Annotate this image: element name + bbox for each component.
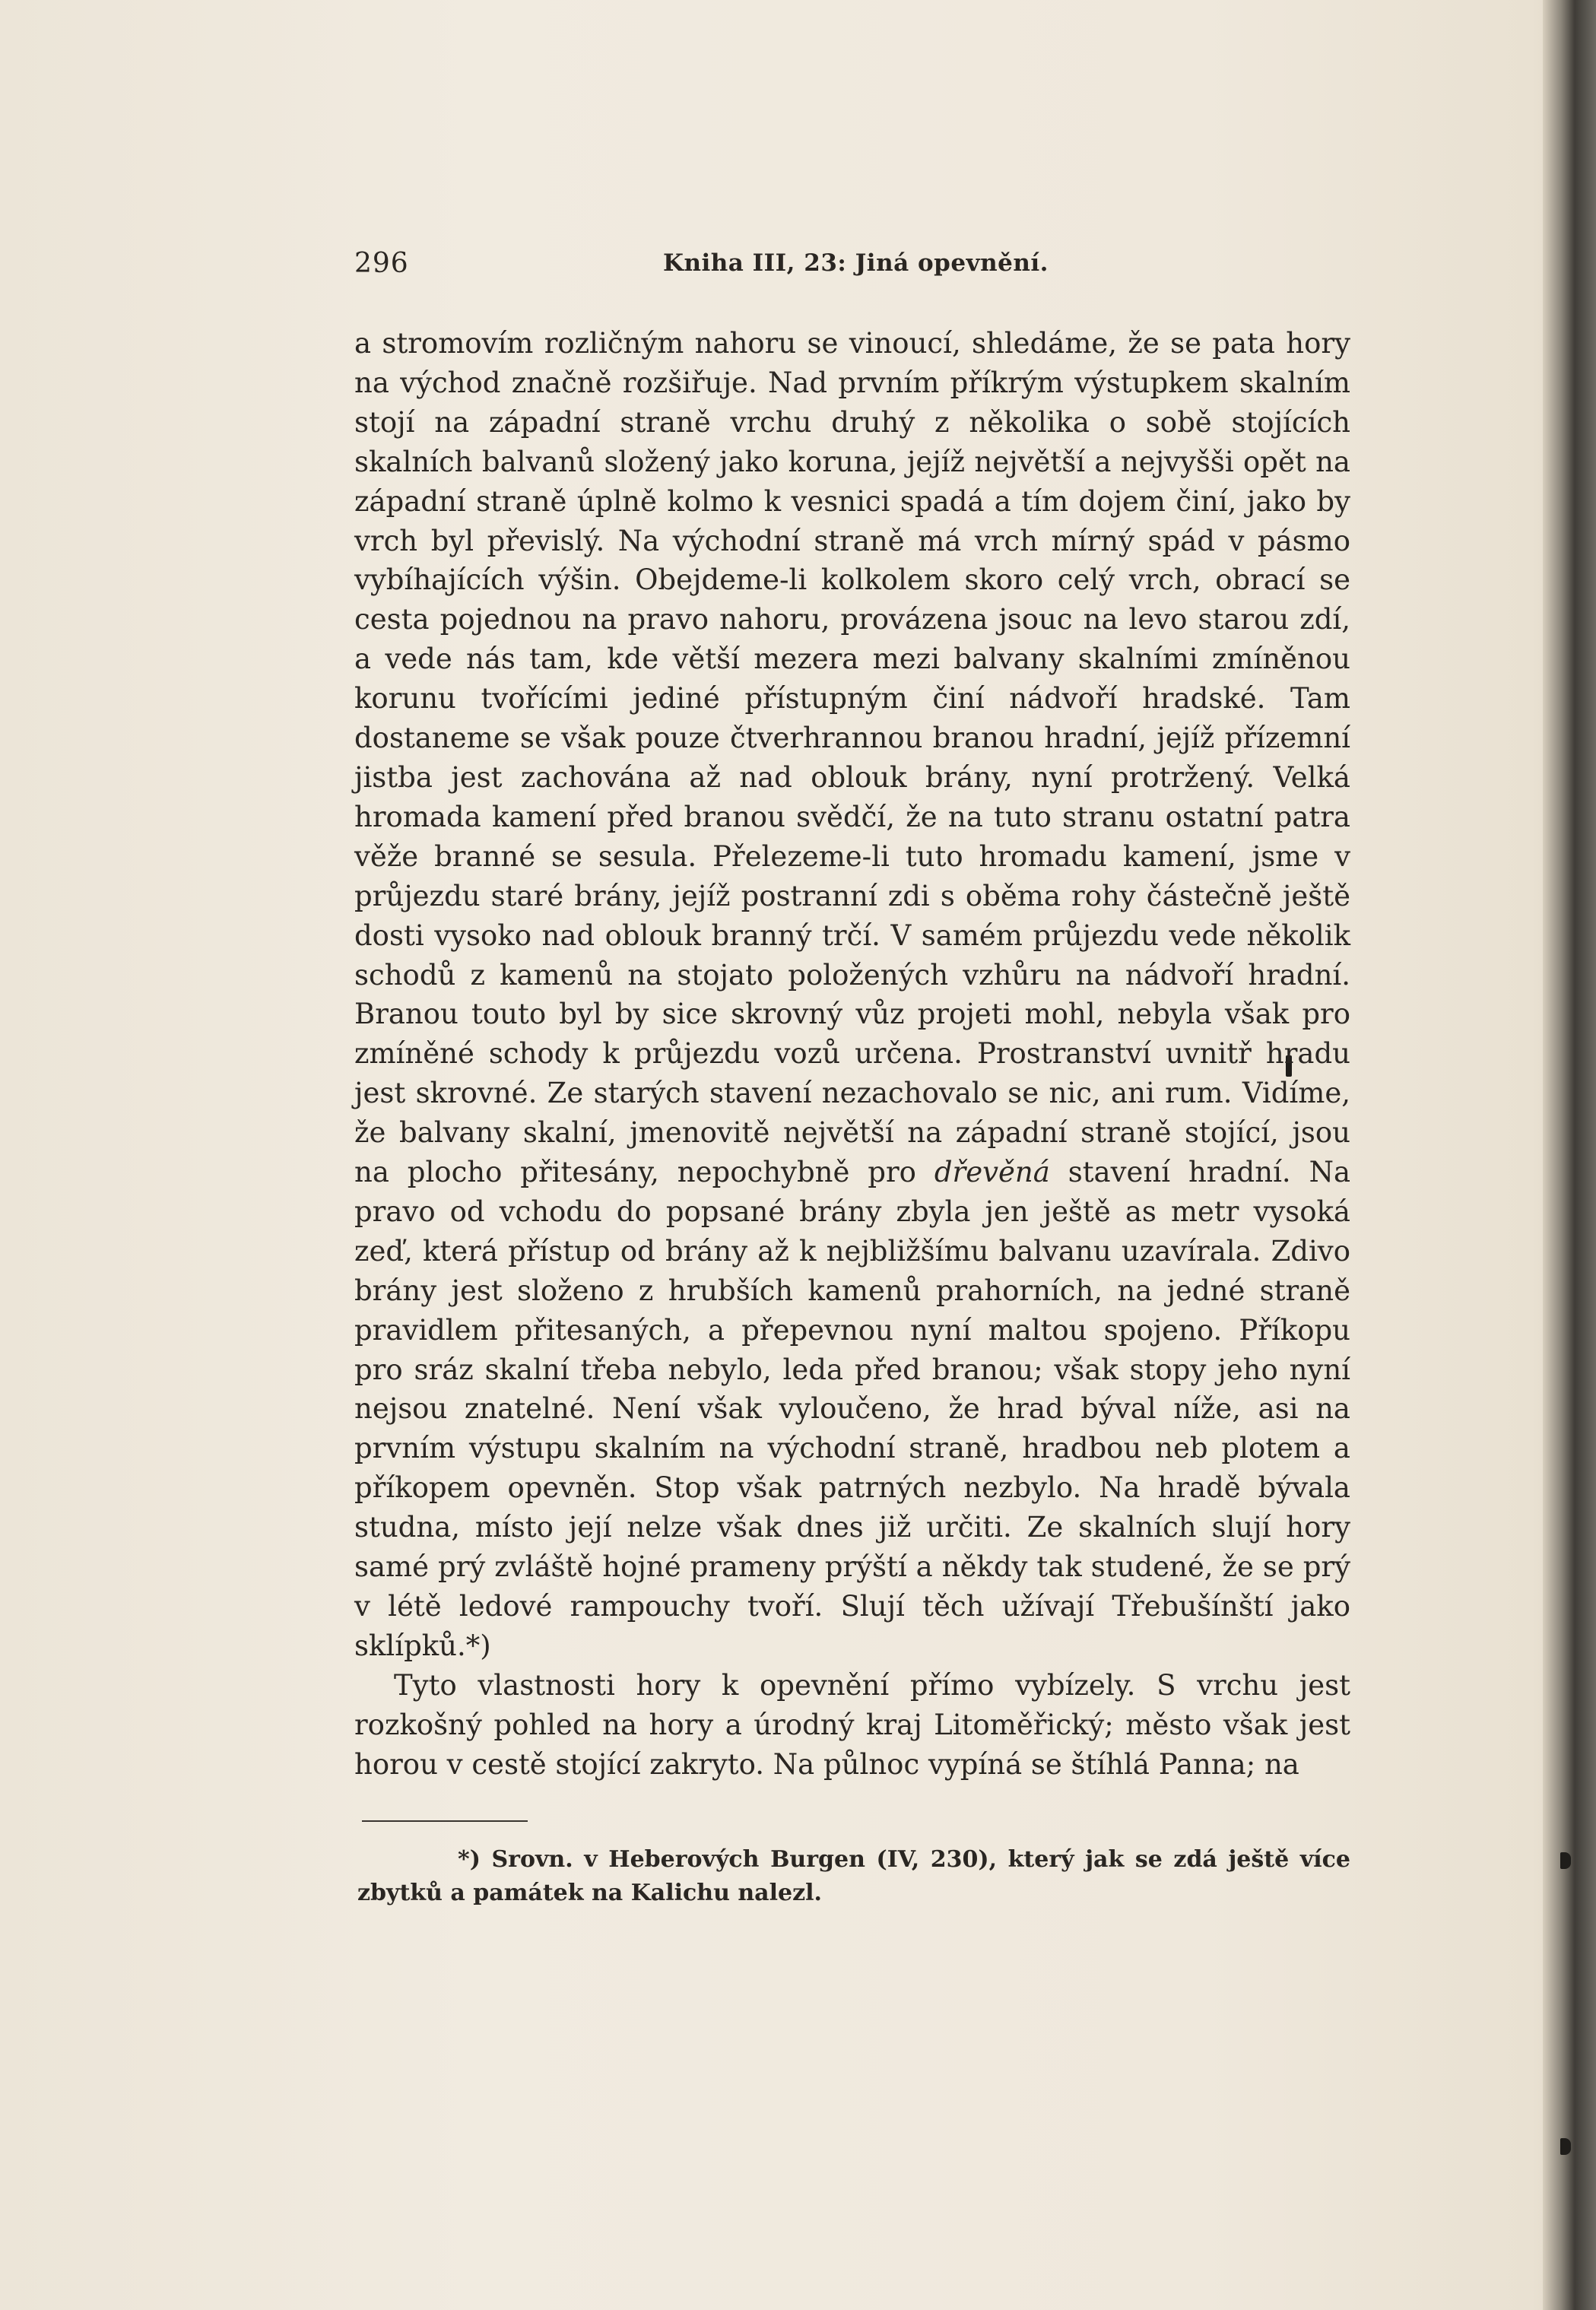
page-edge-shadow xyxy=(1543,0,1596,2310)
footnote: *) Srovn. v Heberových Burgen (IV, 230), který jak se zdá ještě více zbytků a památek na Kalichu nalezl. xyxy=(357,1846,1350,1906)
paragraph-2: Tyto vlastnosti hory k opevnění přímo vybízely. S vrchu jest rozkošný pohled na hory a úrodný kraj Litoměřický; město však jest horou v cestě stojící zakryto. Na půlnoc vypíná se štíhlá Panna; na xyxy=(354,1668,1350,1781)
page-header xyxy=(354,248,1350,286)
edge-mark-1 xyxy=(1560,1852,1571,1869)
paragraph-1 xyxy=(354,324,1350,1666)
page-number: 296 xyxy=(354,248,409,279)
footnote-rule xyxy=(362,1820,528,1822)
paragraph-1-italic-word: dřevěná xyxy=(934,1156,1050,1189)
body-text xyxy=(354,324,1350,1785)
paragraph-1-text: a stromovím rozličným nahoru se vinoucí, shledáme, že se pata hory na východ značně rozšiřuje. Nad prvním příkrým výstupkem skalním stojí na západní straně vrchu druhý z několika o sobě stojících skalních balvanů složený jako koruna, jejíž největší a nejvyšši opět na západní straně úplně kolmo k vesnici spadá a tím dojem činí, jako by vrch byl převislý. Na východní straně má vrch mírný spád v pásmo vybíhajících výšin. Obejdeme-li kolkolem skoro celý vrch, obrací se cesta pojednou na pravo nahoru, provázena jsouc na levo starou zdí, a vede nás tam, kde větší mezera mezi balvany skalními zmíněnou korunu tvořícími jediné přístupným činí nádvoří hradské. Tam dostaneme se však pouze čtverhrannou branou hradní, jejíž přízemní jistba jest zachována až nad oblouk brány, nyní protržený. Velká hromada kamení před branou svědčí, že na tuto stranu ostatní patra věže branné se sesula. Přelezeme-li tuto hromadu kamení, jsme v průjezdu staré brány, jejíž postranní zdi s oběma rohy částečně ještě dosti vysoko nad oblouk branný trčí. V samém průjezdu vede několik schodů z kamenů na stojato položených vzhůru na nádvoří hradní. Branou touto byl by sice skrovný vůz projeti mohl, nebyla však pro zmíněné schody k průjezdu vozů určena. Prostranství uvnitř hradu jest skrovné. Ze starých stavení nezachovalo se nic, ani rum. Vidíme, že balvany skalní, jmenovitě největší na západní straně stojící, jsou na plocho přitesány, nepochybně pro xyxy=(354,327,1350,1189)
running-head: Kniha III, 23: Jiná opevnění. xyxy=(663,249,1049,277)
paragraph-1-end: stavení hradní. Na pravo od vchodu do popsané brány zbyla jen ještě as metr vysoká zeď, která přístup od brány až k nejbližšímu balvanu uzavírala. Zdivo brány jest složeno z hrubších kamenů prahorních, na jedné straně pravidlem přitesaných, a přepevnou nyní maltou spojeno. Příkopu pro sráz skalní třeba nebylo, leda před branou; však stopy jeho nyní nejsou znatelné. Není však vyloučeno, že hrad býval níže, asi na prvním výstupu skalním na východní straně, hradbou neb plotem a příkopem opevněn. Stop však patrných nezbylo. Na hradě bývala studna, místo její nelze však dnes již určiti. Ze skalních slují hory samé prý zvláště hojné prameny prýští a někdy tak studené, že se prý v létě ledové rampouchy tvoří. Slují těch užívají Třebušínští jako sklípků.*) xyxy=(354,1156,1350,1662)
edge-mark-2 xyxy=(1560,2138,1571,2155)
